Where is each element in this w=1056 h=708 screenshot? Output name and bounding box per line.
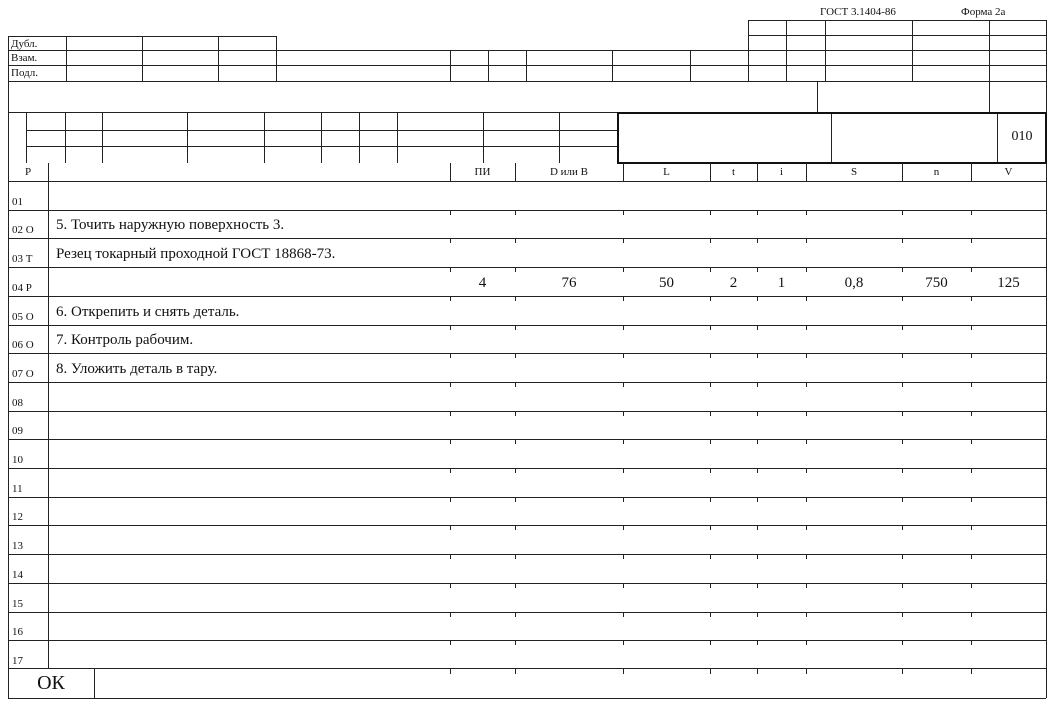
- header-n: n: [933, 166, 940, 178]
- column-tick: [902, 296, 903, 301]
- column-tick: [450, 669, 451, 674]
- column-tick: [515, 411, 516, 416]
- column-tick: [710, 439, 711, 444]
- column-tick: [710, 210, 711, 215]
- column-tick: [757, 497, 758, 502]
- column-tick: [757, 325, 758, 330]
- column-tick: [806, 382, 807, 387]
- row-separator: [8, 497, 1046, 498]
- column-tick: [710, 525, 711, 530]
- row-separator: [8, 612, 1046, 613]
- column-tick: [902, 525, 903, 530]
- column-tick: [515, 382, 516, 387]
- column-tick: [806, 497, 807, 502]
- column-tick: [710, 497, 711, 502]
- column-tick: [623, 296, 624, 301]
- column-tick: [971, 238, 972, 243]
- column-tick: [623, 267, 624, 272]
- row-value-v: 125: [997, 274, 1020, 291]
- column-tick: [623, 525, 624, 530]
- column-tick: [971, 411, 972, 416]
- column-tick: [450, 296, 451, 301]
- row-number: 13: [12, 540, 23, 553]
- column-tick: [450, 411, 451, 416]
- column-tick: [757, 583, 758, 588]
- column-tick: [757, 296, 758, 301]
- row-separator: [8, 267, 1046, 268]
- header-t: t: [731, 166, 736, 178]
- column-tick: [623, 238, 624, 243]
- column-tick: [515, 583, 516, 588]
- column-tick: [902, 612, 903, 617]
- row-number: 06 О: [12, 339, 34, 352]
- row-text: 5. Точить наружную поверхность 3.: [56, 217, 285, 234]
- header-s: S: [850, 166, 858, 178]
- row-value-t: 2: [729, 274, 738, 291]
- column-tick: [971, 554, 972, 559]
- row-value-d-или-b: 76: [561, 274, 577, 291]
- column-tick: [450, 497, 451, 502]
- column-tick: [971, 468, 972, 473]
- standard-label: ГОСТ 3.1404-86: [820, 6, 896, 18]
- column-tick: [623, 325, 624, 330]
- column-tick: [757, 382, 758, 387]
- column-tick: [710, 554, 711, 559]
- column-tick: [806, 525, 807, 530]
- row-value-i: 1: [777, 274, 786, 291]
- column-tick: [623, 468, 624, 473]
- column-tick: [806, 583, 807, 588]
- column-tick: [971, 583, 972, 588]
- column-tick: [971, 382, 972, 387]
- row-value-l: 50: [659, 274, 674, 291]
- stamp-vzam-label: Взам.: [11, 52, 38, 64]
- stamp-podl-label: Подл.: [11, 67, 38, 79]
- column-tick: [623, 669, 624, 674]
- column-tick: [710, 583, 711, 588]
- column-tick: [902, 439, 903, 444]
- column-tick: [971, 640, 972, 645]
- column-tick: [757, 468, 758, 473]
- row-separator: [8, 554, 1046, 555]
- row-separator: [8, 210, 1046, 211]
- column-tick: [710, 325, 711, 330]
- row-number: 15: [12, 597, 23, 610]
- column-tick: [450, 612, 451, 617]
- column-tick: [450, 525, 451, 530]
- column-tick: [971, 353, 972, 358]
- row-separator: [8, 411, 1046, 412]
- row-separator: [8, 353, 1046, 354]
- column-tick: [710, 612, 711, 617]
- column-tick: [450, 468, 451, 473]
- column-tick: [757, 525, 758, 530]
- column-tick: [623, 210, 624, 215]
- column-tick: [515, 267, 516, 272]
- column-tick: [710, 353, 711, 358]
- column-tick: [515, 554, 516, 559]
- column-tick: [902, 468, 903, 473]
- column-tick: [902, 210, 903, 215]
- column-tick: [515, 210, 516, 215]
- row-separator: [8, 525, 1046, 526]
- column-tick: [710, 382, 711, 387]
- column-tick: [757, 669, 758, 674]
- column-tick: [757, 353, 758, 358]
- column-tick: [806, 325, 807, 330]
- column-tick: [757, 238, 758, 243]
- column-tick: [710, 296, 711, 301]
- column-tick: [515, 238, 516, 243]
- doc-code: ОК: [37, 672, 65, 694]
- column-tick: [806, 554, 807, 559]
- row-number: 16: [12, 626, 23, 639]
- operation-number: 010: [1011, 129, 1033, 144]
- column-tick: [757, 267, 758, 272]
- row-number: 09: [12, 425, 23, 438]
- column-tick: [902, 583, 903, 588]
- column-tick: [515, 439, 516, 444]
- row-text: Резец токарный проходной ГОСТ 18868-73.: [56, 246, 336, 263]
- column-tick: [806, 353, 807, 358]
- column-tick: [450, 583, 451, 588]
- column-tick: [902, 554, 903, 559]
- row-separator: [8, 238, 1046, 239]
- column-tick: [806, 296, 807, 301]
- column-tick: [902, 353, 903, 358]
- row-number: 01: [12, 195, 23, 208]
- row-separator: [8, 296, 1046, 297]
- column-tick: [515, 296, 516, 301]
- header-p: Р: [24, 166, 32, 178]
- column-tick: [902, 325, 903, 330]
- column-tick: [757, 210, 758, 215]
- form-name-label: Форма 2а: [961, 6, 1006, 18]
- column-tick: [450, 238, 451, 243]
- column-tick: [623, 353, 624, 358]
- row-separator: [8, 325, 1046, 326]
- column-tick: [623, 612, 624, 617]
- column-tick: [623, 382, 624, 387]
- row-number: 04 Р: [12, 281, 32, 294]
- column-tick: [515, 612, 516, 617]
- row-separator: [8, 439, 1046, 440]
- row-number: 17: [12, 654, 23, 667]
- row-number: 14: [12, 568, 23, 581]
- column-tick: [971, 497, 972, 502]
- column-tick: [710, 640, 711, 645]
- column-tick: [450, 353, 451, 358]
- column-tick: [902, 640, 903, 645]
- header-l: L: [663, 166, 670, 178]
- column-tick: [450, 439, 451, 444]
- column-tick: [902, 238, 903, 243]
- column-tick: [902, 669, 903, 674]
- column-tick: [710, 267, 711, 272]
- column-tick: [515, 640, 516, 645]
- column-tick: [806, 210, 807, 215]
- column-tick: [710, 411, 711, 416]
- column-tick: [515, 669, 516, 674]
- row-value-пи: 4: [478, 274, 487, 291]
- column-tick: [971, 439, 972, 444]
- row-separator: [8, 583, 1046, 584]
- row-number: 03 Т: [12, 253, 33, 266]
- column-tick: [450, 325, 451, 330]
- column-tick: [623, 411, 624, 416]
- column-tick: [806, 439, 807, 444]
- column-tick: [806, 468, 807, 473]
- column-tick: [710, 238, 711, 243]
- row-text: 6. Открепить и снять деталь.: [56, 303, 240, 320]
- column-tick: [515, 525, 516, 530]
- row-separator: [8, 640, 1046, 641]
- column-tick: [450, 554, 451, 559]
- column-tick: [757, 439, 758, 444]
- row-number: 08: [12, 396, 23, 409]
- column-tick: [515, 353, 516, 358]
- column-tick: [623, 640, 624, 645]
- column-tick: [971, 325, 972, 330]
- column-tick: [757, 554, 758, 559]
- column-tick: [623, 554, 624, 559]
- header-v: V: [1004, 166, 1013, 178]
- row-number: 07 О: [12, 367, 34, 380]
- row-text: 7. Контроль рабочим.: [56, 332, 194, 349]
- column-tick: [971, 525, 972, 530]
- column-tick: [971, 296, 972, 301]
- column-tick: [902, 382, 903, 387]
- column-tick: [623, 439, 624, 444]
- header-d-or-b: D или B: [549, 166, 589, 178]
- row-value-n: 750: [925, 274, 948, 291]
- column-tick: [971, 669, 972, 674]
- column-tick: [623, 583, 624, 588]
- row-separator: [8, 468, 1046, 469]
- column-tick: [710, 669, 711, 674]
- header-pi: ПИ: [474, 166, 491, 178]
- column-tick: [450, 210, 451, 215]
- operation-box: [617, 112, 1047, 164]
- column-tick: [450, 640, 451, 645]
- column-tick: [757, 411, 758, 416]
- column-tick: [515, 468, 516, 473]
- column-tick: [450, 267, 451, 272]
- column-tick: [971, 612, 972, 617]
- column-tick: [902, 267, 903, 272]
- row-number: 02 О: [12, 224, 34, 237]
- column-tick: [710, 468, 711, 473]
- column-tick: [806, 411, 807, 416]
- row-separator: [8, 382, 1046, 383]
- column-tick: [806, 267, 807, 272]
- column-tick: [623, 497, 624, 502]
- column-tick: [806, 669, 807, 674]
- row-number: 11: [12, 482, 23, 495]
- row-value-s: 0,8: [844, 274, 864, 291]
- column-tick: [902, 497, 903, 502]
- column-tick: [515, 325, 516, 330]
- column-tick: [757, 640, 758, 645]
- row-text: 8. Уложить деталь в тару.: [56, 360, 218, 377]
- column-tick: [806, 238, 807, 243]
- column-tick: [515, 497, 516, 502]
- header-i: i: [779, 166, 784, 178]
- row-number: 10: [12, 454, 23, 466]
- column-tick: [971, 210, 972, 215]
- column-tick: [806, 612, 807, 617]
- column-tick: [806, 640, 807, 645]
- stamp-dubl-label: Дубл.: [11, 38, 38, 50]
- row-number: 12: [12, 511, 23, 524]
- column-tick: [971, 267, 972, 272]
- column-tick: [757, 612, 758, 617]
- row-number: 05 О: [12, 310, 34, 323]
- column-tick: [450, 382, 451, 387]
- column-tick: [902, 411, 903, 416]
